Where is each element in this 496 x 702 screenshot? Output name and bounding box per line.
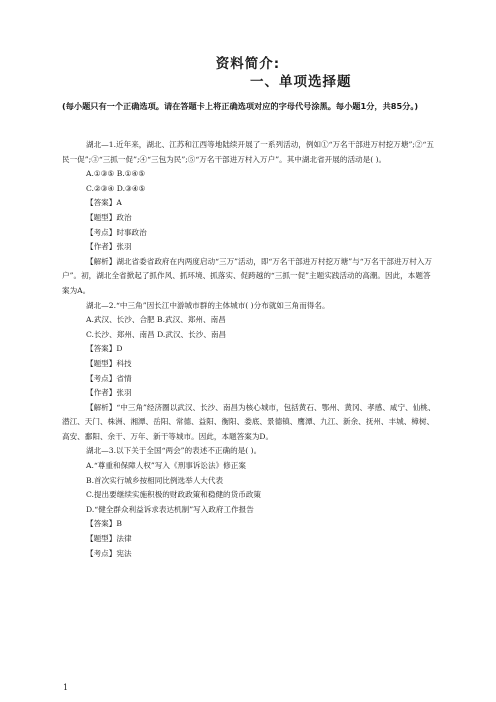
- document-title: 资料简介:: [215, 56, 281, 72]
- page-number: 1: [63, 683, 69, 692]
- author-label: 【作者】张羽: [86, 388, 132, 398]
- question-option: B.首次实行城乡按相同比例选举人大代表: [86, 475, 224, 485]
- instructions: (每小题只有一个正确选项。请在答题卡上将正确选项对应的字母代号涂黑。每小题1分，共85分。): [62, 101, 419, 111]
- question-stem: 湖北—2.“中三角”因长江中游城市群的主体城市( )分布就如三角而得名。: [86, 300, 330, 310]
- type-label: 【题型】政治: [86, 212, 132, 222]
- analysis-text: 【解析】湖北省委省政府在内两度启动“三万”活动，即“万名干部进万村挖万塘”与“万名干部进万村入万户”。初，湖北全省掀起了抓作风、抓环境、抓落实、促跨越的“三抓一促”主题实践活动的高潮。因此，本题答案为A。: [62, 256, 432, 295]
- answer-label: 【答案】D: [86, 344, 123, 354]
- author-label: 【作者】张羽: [86, 242, 132, 252]
- answer-label: 【答案】A: [86, 198, 122, 208]
- question-stem: 湖北—1.近年来，湖北、江苏和江西等地陆续开展了一系列活动，例如①“万名干部进万村挖万塘”;②“五民一促”;③“三抓一促”;④“三包为民”;⑤“万名干部进万村入万户”。其中湖北省开展的活动是( )。: [62, 140, 434, 164]
- question-option: A.武汉、长沙、合肥 B.武汉、郑州、南昌: [86, 315, 226, 325]
- type-label: 【题型】法律: [86, 534, 132, 544]
- question-option: C.提出要继续实施积极的财政政策和稳健的货币政策: [86, 490, 262, 500]
- analysis-text: 【解析】“中三角”经济圈以武汉、长沙、南昌为核心城市，包括黄石、鄂州、黄冈、孝感、咸宁、仙桃、潜江、天门、株洲、湘潭、岳阳、常德、益阳、衡阳、娄底、景德镇、鹰潭、九江、新余、抚州、丰城、樟树、高安、鄱阳、余干、万年、新干等城市。因此，本题答案为D。: [62, 402, 436, 441]
- point-label: 【考点】宪法: [86, 548, 132, 558]
- question-option: A.“尊重和保障人权”写入《刑事诉讼法》修正案: [86, 461, 246, 471]
- type-label: 【题型】科技: [86, 358, 132, 368]
- question-option: D.“健全群众利益诉求表达机制”写入政府工作报告: [86, 504, 254, 514]
- question-option: A.①③⑤ B.①④⑤: [86, 169, 146, 179]
- point-label: 【考点】省情: [86, 373, 132, 383]
- answer-label: 【答案】B: [86, 519, 122, 529]
- section-heading: 一、单项选择题: [250, 74, 352, 90]
- question-option: C.长沙、郑州、南昌 D.武汉、长沙、南昌: [86, 329, 227, 339]
- question-stem: 湖北—3.以下关于全国“两会”的表述不正确的是( )。: [86, 446, 262, 456]
- question-list: [62, 138, 438, 561]
- question-option: C.②③④ D.③④⑤: [86, 183, 146, 193]
- point-label: 【考点】时事政治: [86, 227, 147, 237]
